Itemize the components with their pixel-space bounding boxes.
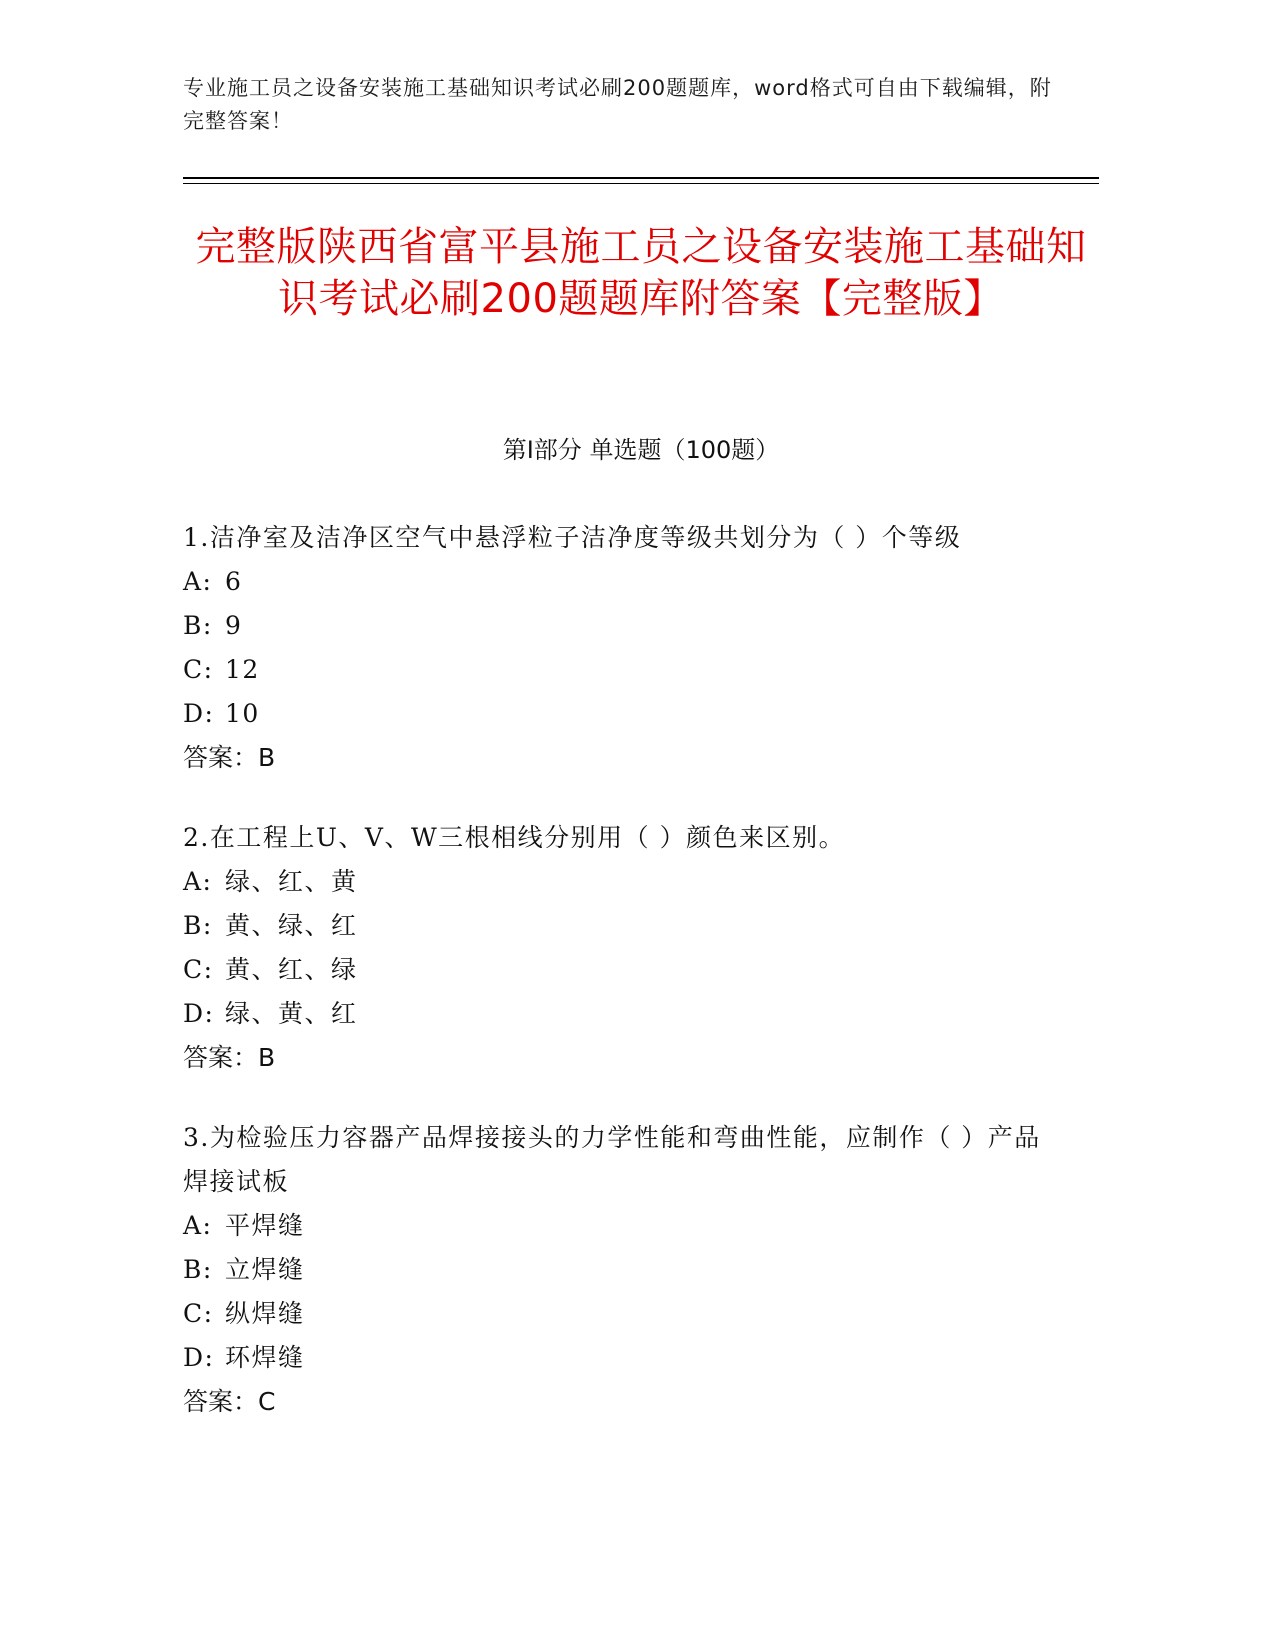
option-text: 6 <box>225 567 243 596</box>
option-d <box>183 692 1063 736</box>
option-c <box>183 1292 1063 1336</box>
question-1 <box>183 516 1063 780</box>
document-header-note: 专业施工员之设备安装施工基础知识考试必刷200题题库，word格式可自由下载编辑，附完整答案！ <box>183 76 1052 133</box>
option-text: 立焊缝 <box>225 1255 305 1284</box>
option-text: 绿、红、黄 <box>225 867 358 896</box>
answer-line: 答案：B <box>183 1043 276 1072</box>
option-b <box>183 1248 1063 1292</box>
option-text: 纵焊缝 <box>225 1299 305 1328</box>
header-divider-thick <box>183 177 1099 179</box>
option-key: B: <box>183 911 213 940</box>
question-stem: 3.为检验压力容器产品焊接接头的力学性能和弯曲性能，应制作（ ）产品焊接试板 <box>183 1123 1041 1196</box>
option-key: B: <box>183 611 213 640</box>
option-text: 黄、绿、红 <box>225 911 358 940</box>
option-key: C: <box>183 655 214 684</box>
section-heading: 第Ⅰ部分 单选题（100题） <box>502 436 780 464</box>
option-key: D: <box>183 1343 215 1372</box>
header-divider-thin <box>183 183 1099 184</box>
option-b <box>183 904 1063 948</box>
option-key: A: <box>183 567 213 596</box>
option-key: D: <box>183 999 215 1028</box>
option-text: 平焊缝 <box>225 1211 305 1240</box>
option-text: 环焊缝 <box>225 1343 305 1372</box>
answer-line: 答案：B <box>183 743 276 772</box>
option-a <box>183 860 1063 904</box>
option-key: A: <box>183 1211 213 1240</box>
option-text: 黄、红、绿 <box>225 955 358 984</box>
option-c <box>183 648 1063 692</box>
option-text: 10 <box>225 699 260 728</box>
question-3 <box>183 1116 1063 1424</box>
option-key: C: <box>183 955 214 984</box>
option-d <box>183 992 1063 1036</box>
option-key: D: <box>183 699 215 728</box>
question-list <box>183 516 1063 1460</box>
option-a <box>183 1204 1063 1248</box>
option-c <box>183 948 1063 992</box>
option-text: 9 <box>225 611 243 640</box>
option-key: C: <box>183 1299 214 1328</box>
question-stem: 2.在工程上U、V、W三根相线分别用（ ）颜色来区别。 <box>183 823 846 852</box>
document-title: 完整版陕西省富平县施工员之设备安装施工基础知识考试必刷200题题库附答案【完整版】 <box>195 224 1087 322</box>
option-text: 绿、黄、红 <box>225 999 358 1028</box>
question-2 <box>183 816 1063 1080</box>
option-key: A: <box>183 867 213 896</box>
question-stem: 1.洁净室及洁净区空气中悬浮粒子洁净度等级共划分为（ ）个等级 <box>183 523 962 552</box>
option-d <box>183 1336 1063 1380</box>
answer-line: 答案：C <box>183 1387 276 1416</box>
option-key: B: <box>183 1255 213 1284</box>
option-b <box>183 604 1063 648</box>
option-text: 12 <box>225 655 260 684</box>
option-a <box>183 560 1063 604</box>
